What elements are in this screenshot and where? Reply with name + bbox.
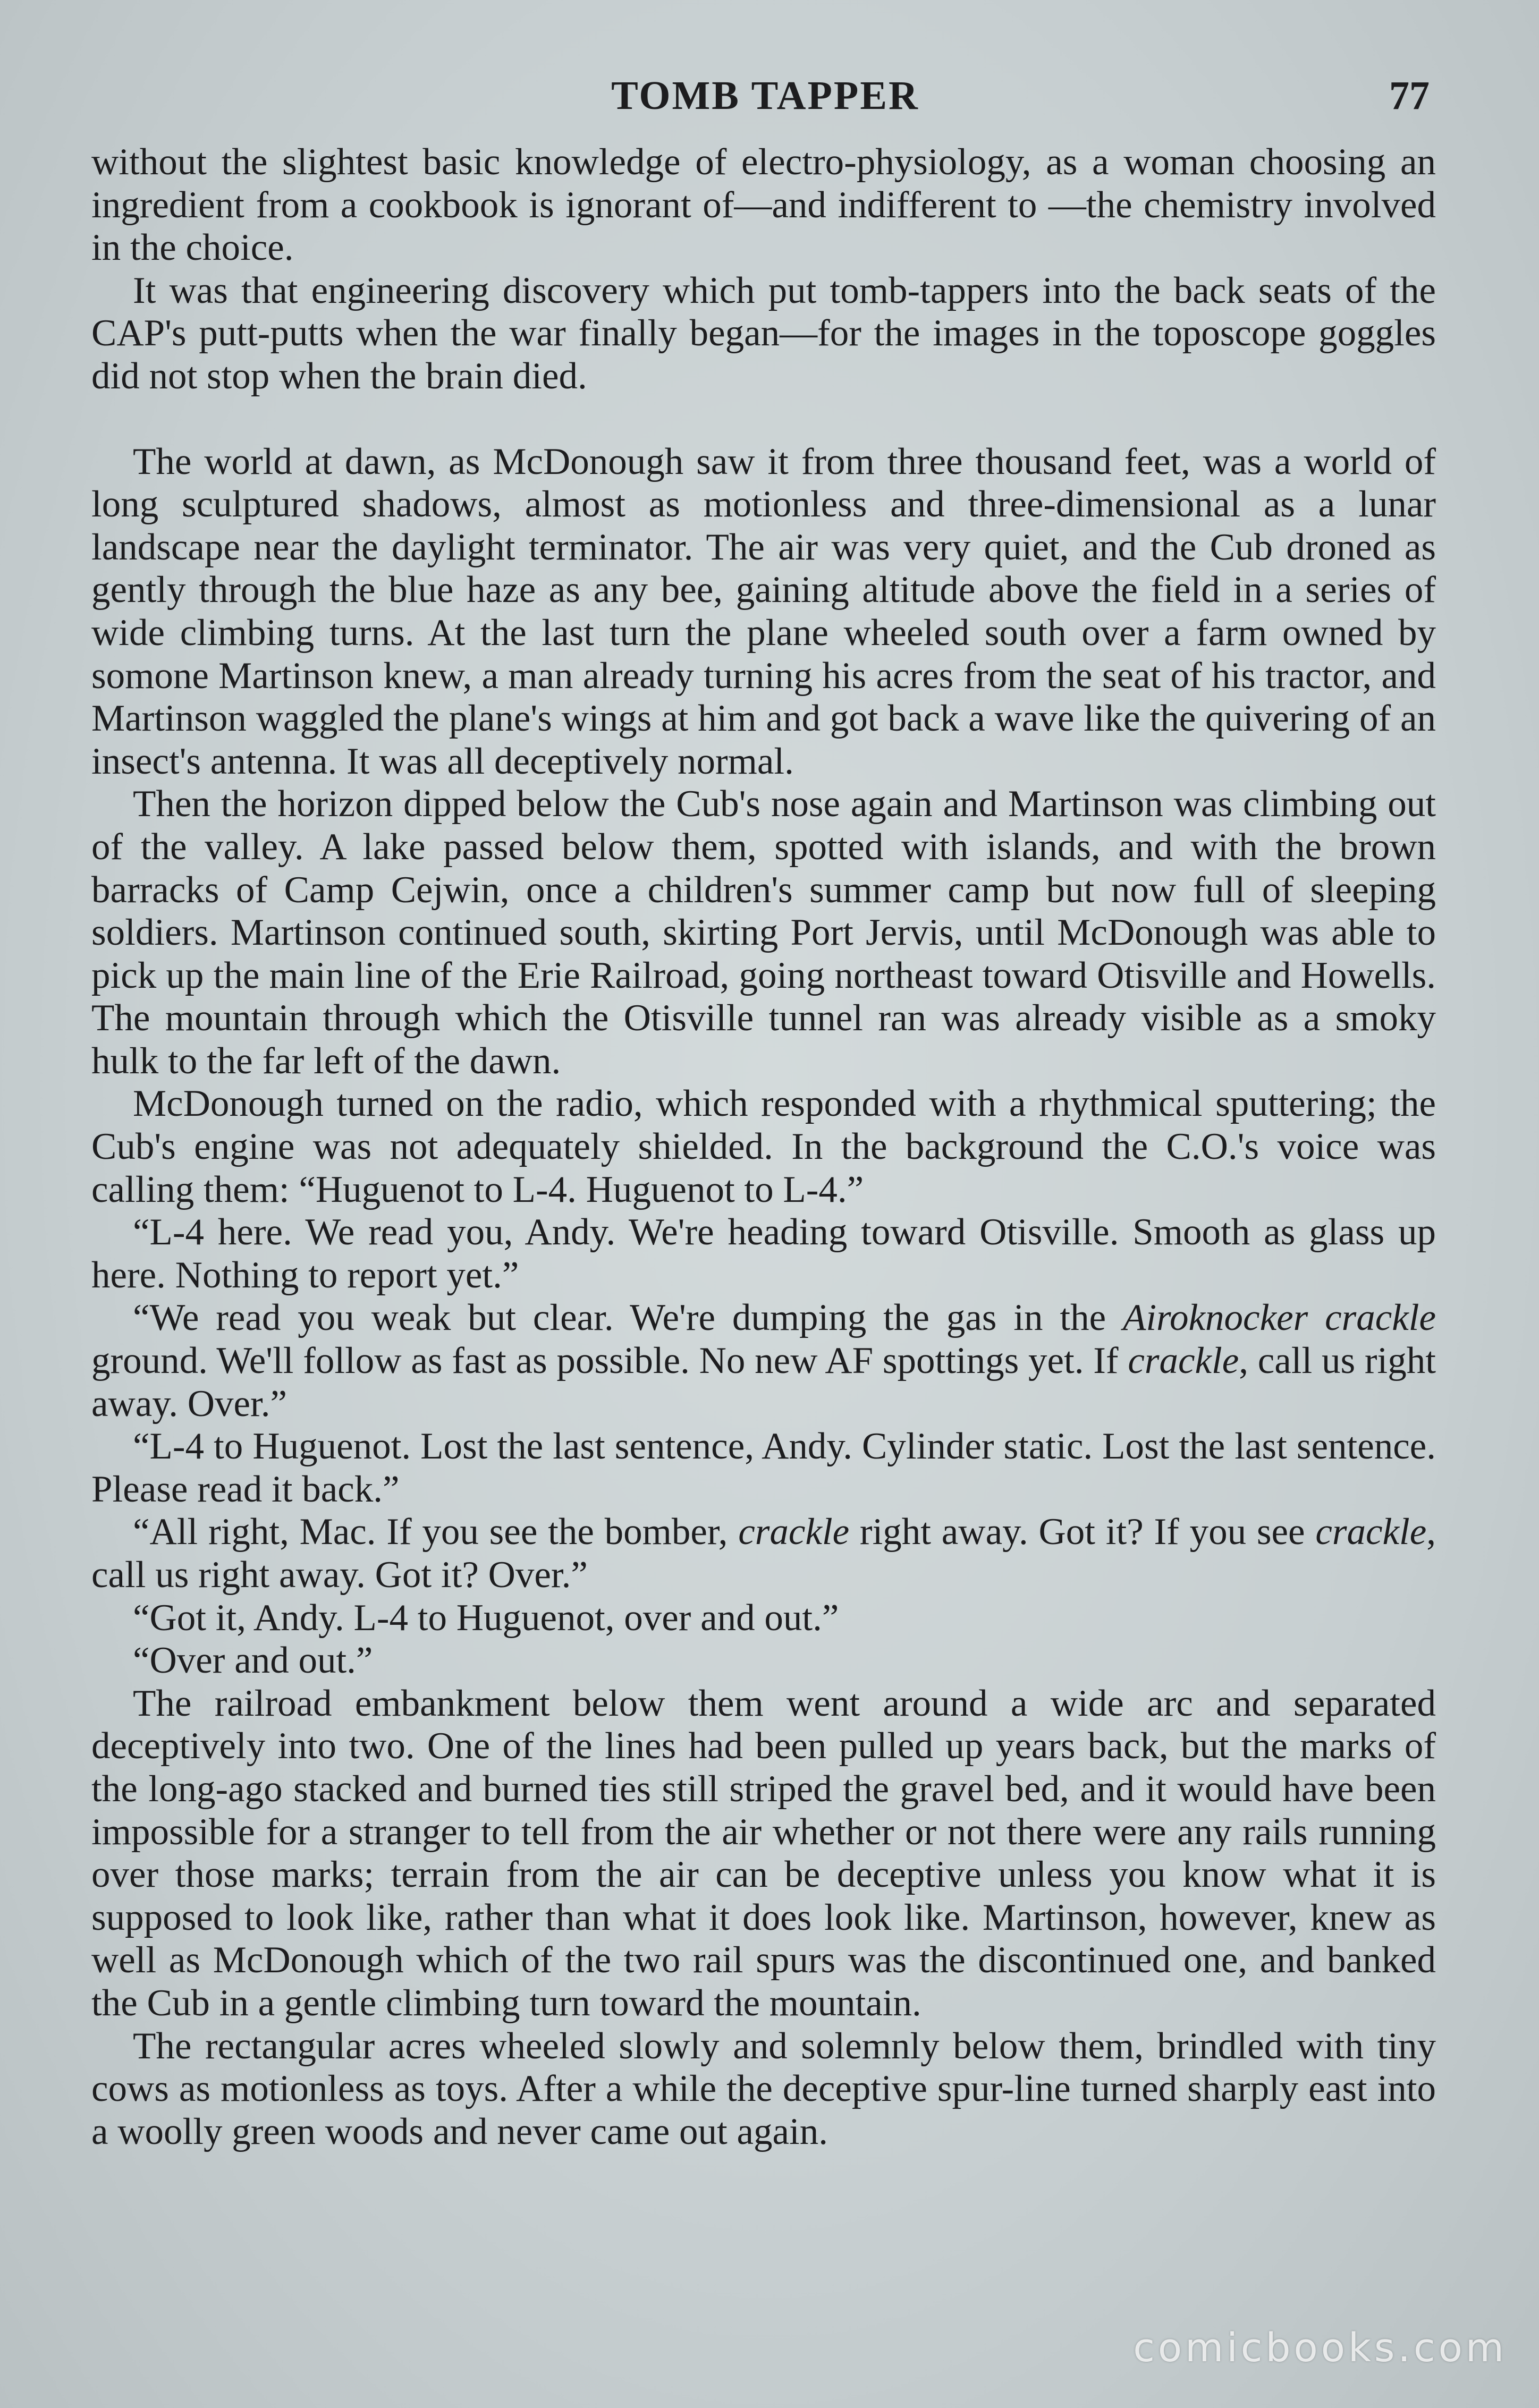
paragraph: It was that engineering discovery which put tomb-tappers into the back seats of the CAP's putt-putts when the war finally began—for the images in the toposcope goggles did not stop when the brain died.: [91, 269, 1436, 397]
running-head: [90, 69, 1440, 122]
paragraph: without the slightest basic knowledge of electro-physiology, as a woman choosing an ingredient from a cookbook is ignorant of—and indifferent to —the chemistry involved in the choice.: [91, 141, 1436, 269]
paragraph: “We read you weak but clear. We're dumping the gas in the Airoknocker crackle ground. We'll follow as fast as possible. No new AF spottings yet. If crackle, call us right away. Over.”: [91, 1297, 1436, 1425]
paragraph: The world at dawn, as McDonough saw it from three thousand feet, was a world of long sculptured shadows, almost as motionless and three-dimensional as a lunar landscape near the daylight terminator. The air was very quiet, and the Cub droned as gently through the blue haze as any bee, gaining altitude above the field in a series of wide climbing turns. At the last turn the plane wheeled south over a farm owned by somone Martinson knew, a man already turning his acres from the seat of his tractor, and Martinson waggled the plane's wings at him and got back a wave like the quivering of an insect's antenna. It was all deceptively normal.: [91, 440, 1436, 782]
paragraph: The rectangular acres wheeled slowly and solemnly below them, brindled with tiny cows as motionless as toys. After a while the deceptive spur-line turned sharply east into a woolly green woods and never came out again.: [91, 2025, 1436, 2152]
italic-text: crackle: [738, 1511, 850, 1553]
paragraph: “All right, Mac. If you see the bomber, crackle right away. Got it? If you see crackle, call us right away. Got it? Over.”: [91, 1511, 1436, 1596]
paragraph: “Over and out.”: [133, 1640, 373, 1682]
running-title: TOMB TAPPER: [611, 73, 919, 118]
paragraph: McDonough turned on the radio, which responded with a rhythmical sputtering; the Cub's engine was not adequately shielded. In the background the C.O.'s voice was calling them: “Huguenot to L-4. Huguenot to L-4.”: [91, 1083, 1436, 1210]
paragraph: The railroad embankment below them went around a wide arc and separated deceptively into two. One of the lines had been pulled up years back, but the marks of the long-ago stacked and burned ties still striped the gravel bed, and it would have been impossible for a stranger to tell from the air whether or not there were any rails running over those marks; terrain from the air can be deceptive unless you know what it is supposed to look like, rather than what it does look like. Martinson, however, knew as well as McDonough which of the two rail spurs was the discontinued one, and banked the Cub in a gentle climbing turn toward the mountain.: [91, 1682, 1436, 2024]
italic-text: crackle: [1315, 1511, 1427, 1553]
paragraph: Then the horizon dipped below the Cub's nose again and Martinson was climbing out of the valley. A lake passed below them, spotted with islands, and with the brown barracks of Camp Cejwin, once a children's summer camp but now full of sleeping soldiers. Martinson continued south, skirting Port Jervis, until McDonough was able to pick up the main line of the Erie Railroad, going northeast toward Otisville and Howells. The mountain through which the Otisville tunnel ran was already visible as a smoky hulk to the far left of the dawn.: [91, 783, 1436, 1082]
paragraph: “L-4 here. We read you, Andy. We're heading toward Otisville. Smooth as glass up here. Nothing to report yet.”: [91, 1211, 1436, 1296]
paragraph: “Got it, Andy. L-4 to Huguenot, over and out.”: [133, 1597, 839, 1639]
italic-text: crackle: [1128, 1340, 1239, 1382]
body-text: [91, 141, 1436, 2153]
page-number: 77: [1389, 73, 1430, 118]
watermark: comicbooks.com: [1133, 2325, 1507, 2371]
paragraph: “L-4 to Huguenot. Lost the last sentence, Andy. Cylinder static. Lost the last sentence. Please read it back.”: [91, 1426, 1436, 1510]
italic-text: Airoknocker crackle: [1122, 1297, 1436, 1339]
